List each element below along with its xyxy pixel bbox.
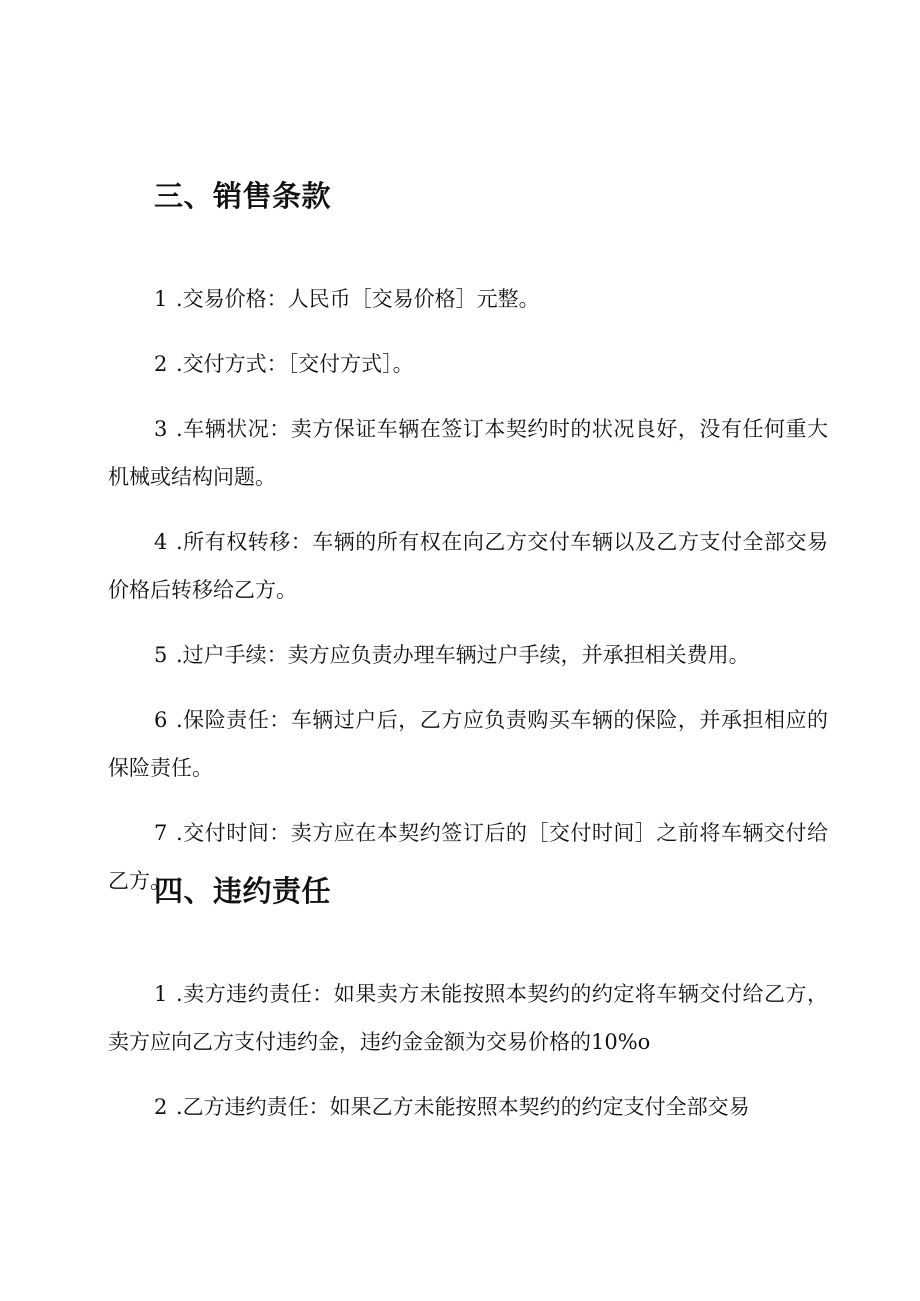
breach-liability-clause-list [108, 970, 828, 1148]
clause-number: 7 [154, 821, 168, 845]
clause-number: 5 [154, 643, 168, 667]
clause-ownership-transfer [108, 518, 828, 614]
clause-number: 1 [154, 982, 168, 1006]
clause-number: 2 [154, 352, 168, 376]
clause-text: .交易价格：人民币［交易价格］元整。 [176, 287, 540, 311]
clause-number: 4 [154, 530, 168, 554]
clause-vehicle-condition [108, 405, 828, 501]
clause-delivery-method [108, 340, 828, 388]
clause-buyer-breach [108, 1083, 828, 1131]
clause-trade-price [108, 275, 828, 323]
clause-text: .过户手续：卖方应负责办理车辆过户手续，并承担相关费用。 [176, 643, 750, 667]
clause-transfer-procedures [108, 631, 828, 679]
clause-seller-breach [108, 970, 828, 1066]
clause-text: .所有权转移：车辆的所有权在向乙方交付车辆以及乙方支付全部交易价格后转移给乙方。 [108, 530, 828, 602]
clause-text: .卖方违约责任：如果卖方未能按照本契约的约定将车辆交付给乙方，卖方应向乙方支付违约金，违约金金额为交易价格的10%o [108, 982, 828, 1054]
sales-terms-clause-list [108, 275, 828, 922]
clause-number: 2 [154, 1095, 168, 1119]
clause-number: 1 [154, 287, 168, 311]
clause-text: .乙方违约责任：如果乙方未能按照本契约的约定支付全部交易 [176, 1095, 750, 1119]
clause-number: 3 [154, 417, 168, 441]
clause-text: .车辆状况：卖方保证车辆在签订本契约时的状况良好，没有任何重大机械或结构问题。 [108, 417, 828, 489]
section-heading-breach-liability: 四、违约责任 [154, 874, 332, 908]
clause-text: .交付方式：［交付方式］。 [176, 352, 414, 376]
clause-insurance-liability [108, 696, 828, 792]
section-heading-sales-terms: 三、销售条款 [154, 179, 332, 213]
clause-text: .保险责任：车辆过户后，乙方应负责购买车辆的保险，并承担相应的保险责任。 [108, 708, 828, 780]
clause-number: 6 [154, 708, 168, 732]
clause-text: .交付时间：卖方应在本契约签订后的［交付时间］之前将车辆交付给乙方。 [108, 821, 828, 893]
